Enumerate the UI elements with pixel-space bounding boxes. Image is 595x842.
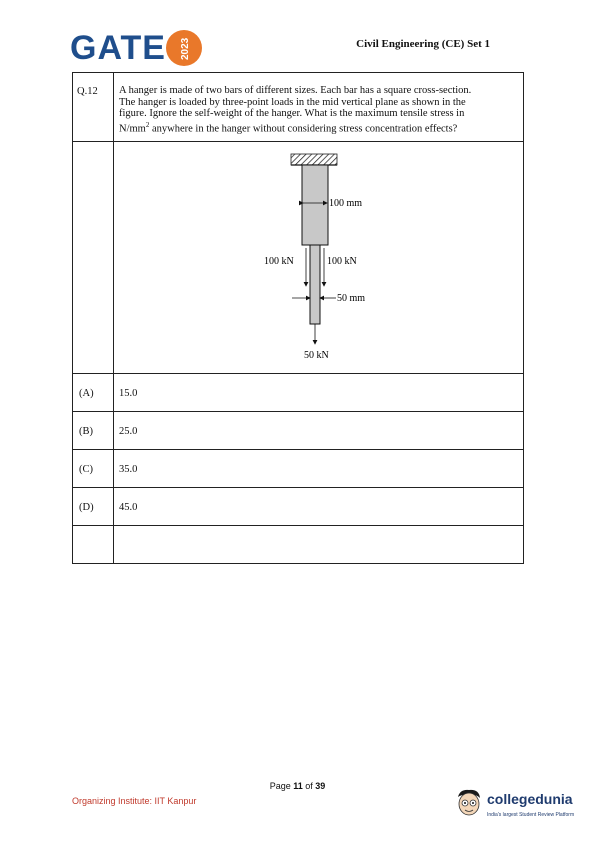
- collegedunia-logo: [454, 787, 584, 827]
- page-prefix: Page: [269, 781, 294, 791]
- brand-name: collegedunia: [487, 791, 573, 807]
- upper-bar: [302, 165, 328, 245]
- option-row-a: [73, 373, 524, 411]
- empty-row: [73, 525, 524, 563]
- paper-title: Civil Engineering (CE) Set 1: [356, 38, 490, 50]
- option-value: 35.0: [119, 463, 138, 475]
- option-label-cell: [73, 411, 114, 449]
- page-mid: of: [302, 781, 316, 791]
- option-row-b: [73, 411, 524, 449]
- lower-width-label: 50 mm: [337, 292, 366, 304]
- brand-tagline: India's largest Student Review Platform: [487, 812, 575, 818]
- question-line-2: The hanger is loaded by three-point loads in the mid vertical plane as shown in the: [119, 96, 466, 108]
- option-value-cell: [114, 411, 524, 449]
- option-value-cell: [114, 487, 524, 525]
- hanger-figure: [114, 142, 524, 373]
- upper-width-label: 100 mm: [329, 197, 363, 209]
- page-current: 11: [293, 781, 303, 791]
- question-text-cell: [114, 73, 524, 142]
- option-row-d: [73, 487, 524, 525]
- option-label: (D): [79, 501, 94, 513]
- option-value: 45.0: [119, 501, 138, 513]
- question-line-4-post: anywhere in the hanger without considering stress concentration effects?: [149, 123, 458, 134]
- figure-number-cell: [73, 141, 114, 373]
- question-table: [72, 72, 524, 564]
- question-row: [73, 73, 524, 142]
- option-label-cell: [73, 449, 114, 487]
- option-value-cell: [114, 449, 524, 487]
- option-label: (A): [79, 387, 94, 399]
- right-load-label: 100 kN: [327, 255, 357, 267]
- option-row-c: [73, 449, 524, 487]
- option-label: (B): [79, 425, 93, 437]
- lower-bar: [310, 245, 320, 324]
- empty-cell: [73, 525, 114, 563]
- question-text: [114, 73, 523, 141]
- option-label: (C): [79, 463, 93, 475]
- option-value: 15.0: [119, 387, 138, 399]
- figure-row: [73, 141, 524, 373]
- question-line-4-pre: N/mm: [119, 123, 146, 134]
- option-label-cell: [73, 373, 114, 411]
- bottom-load-label: 50 kN: [304, 349, 329, 361]
- fixed-support: [291, 154, 337, 165]
- organizer-text: Organizing Institute: IIT Kanpur: [72, 796, 197, 806]
- mascot-icon: [454, 787, 484, 819]
- question-number: Q.12: [77, 86, 98, 97]
- question-line-3: figure. Ignore the self-weight of the hanger. What is the maximum tensile stress in: [119, 108, 465, 119]
- option-value-cell: [114, 373, 524, 411]
- empty-cell: [114, 525, 524, 563]
- question-line-4-sup: 2: [145, 120, 150, 129]
- page-total: 39: [315, 781, 326, 791]
- figure-cell: [114, 141, 524, 373]
- option-label-cell: [73, 487, 114, 525]
- option-value: 25.0: [119, 425, 138, 437]
- logo-year: 2023: [180, 37, 191, 61]
- question-line-1: A hanger is made of two bars of different sizes. Each bar has a square cross-section.: [119, 85, 472, 96]
- question-number-cell: [73, 73, 114, 142]
- left-load-label: 100 kN: [264, 255, 294, 267]
- logo-text: GATE: [70, 29, 166, 67]
